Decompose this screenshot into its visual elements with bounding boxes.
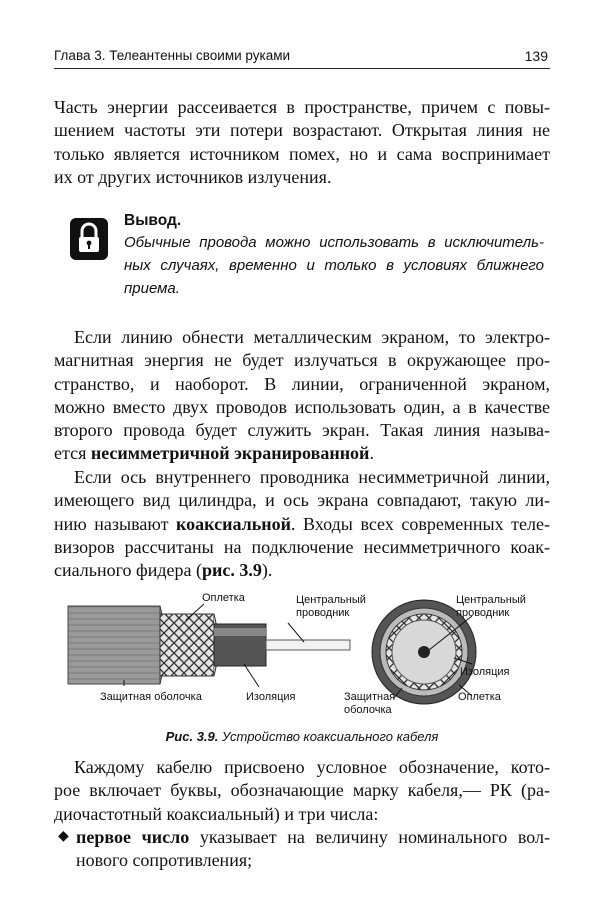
page-number: 139 [524,48,548,64]
text-fragment: сиального фидера ( [54,560,202,581]
running-header [54,44,550,69]
caption-text: Устройство коаксиального кабеля [218,729,439,744]
figure-reference: рис. 3.9 [201,560,262,581]
text-fragment: ). [261,560,273,581]
label-insulation: Изоляция [246,691,296,703]
text-line [54,559,550,582]
label-jacket: оболочка [344,704,392,716]
text-line: Каждому кабелю присвоено условное обозначение, кото- [74,757,550,777]
text-fragment: указывает на величину номинального вол- [189,827,550,847]
text-line: диочастотный коаксиальный) и три числа: [54,803,379,824]
note-body [124,232,544,300]
label-center-conductor: Центральный [456,594,526,606]
text-line: только является источником помех, но и сама воспринимает [54,143,550,164]
braid-shield [160,614,214,676]
text-line: шением частоты эти потери возрастают. Открытая линия не [54,120,550,141]
text-fragment: . [369,443,374,464]
bullet-marker: ◆ [58,829,69,844]
figure-caption [54,729,550,744]
text-line: странство, и наоборот. В линии, ограниченной экраном, [54,373,550,394]
note-title: Вывод. [124,212,182,229]
label-braid: Оплетка [202,592,245,604]
text-line [54,513,550,536]
list-item-line [76,826,550,849]
cross-center-conductor [418,646,430,658]
coax-cable-figure [54,588,550,728]
list-item [76,826,550,849]
label-center-conductor: проводник [296,607,350,619]
paragraph-3 [54,466,550,582]
note-line: ных случаях, временно и только в условиях ближнего [124,256,544,274]
note-line: приема. [124,279,180,297]
bold-term: несимметричной экранированной [90,443,370,464]
text-line [54,442,550,465]
conclusion-note [124,210,544,300]
text-line: визоров рассчитаны на подключение несимметричного коак- [54,536,550,557]
label-jacket: Защитная [344,691,396,703]
bold-term: коаксиальной [176,513,291,534]
text-line: можно вместо двух проводов использовать один, а в качестве [54,396,550,417]
text-line: второго провода будет служить экран. Такая линия называ- [54,420,550,441]
lock-icon [70,218,108,260]
paragraph-2 [54,326,550,466]
list-item-continuation: нового сопротивления; [76,850,253,870]
text-fragment: нию называют [54,513,177,534]
label-center-conductor: Центральный [296,594,366,606]
caption-number: Рис. 3.9. [165,729,219,744]
label-braid: Оплетка [458,691,501,703]
bold-term: первое число [76,827,190,847]
label-center-conductor: проводник [456,607,510,619]
text-fragment: . Входы всех современных теле- [290,513,550,534]
label-jacket: Защитная оболочка [100,691,202,703]
center-conductor [266,640,350,650]
paragraph-4 [54,756,550,826]
text-line: имеющего вид цилиндра, и ось экрана совпадают, такую ли- [54,490,550,511]
text-fragment: ется [54,443,91,464]
text-line: Часть энергии рассеивается в пространстве, причем с повы- [54,97,550,117]
text-line: Если линию обнести металлическим экраном, то электро- [74,327,550,347]
paragraph-1 [54,96,550,189]
note-line: Обычные провода можно использовать в исключитель- [124,234,544,251]
text-line: рое включает буквы, обозначающие марку кабеля,— РК (ра- [54,780,550,801]
chapter-title: Глава 3. Телеантенны своими руками [54,48,291,63]
text-line: их от других источников излучения. [54,166,332,187]
text-line: магнитная энергия не будет излучаться в окружающее про- [54,350,550,371]
label-insulation: Изоляция [460,666,510,678]
text-line: Если ось внутреннего проводника несимметричной линии, [74,467,550,487]
outer-jacket [68,606,160,684]
